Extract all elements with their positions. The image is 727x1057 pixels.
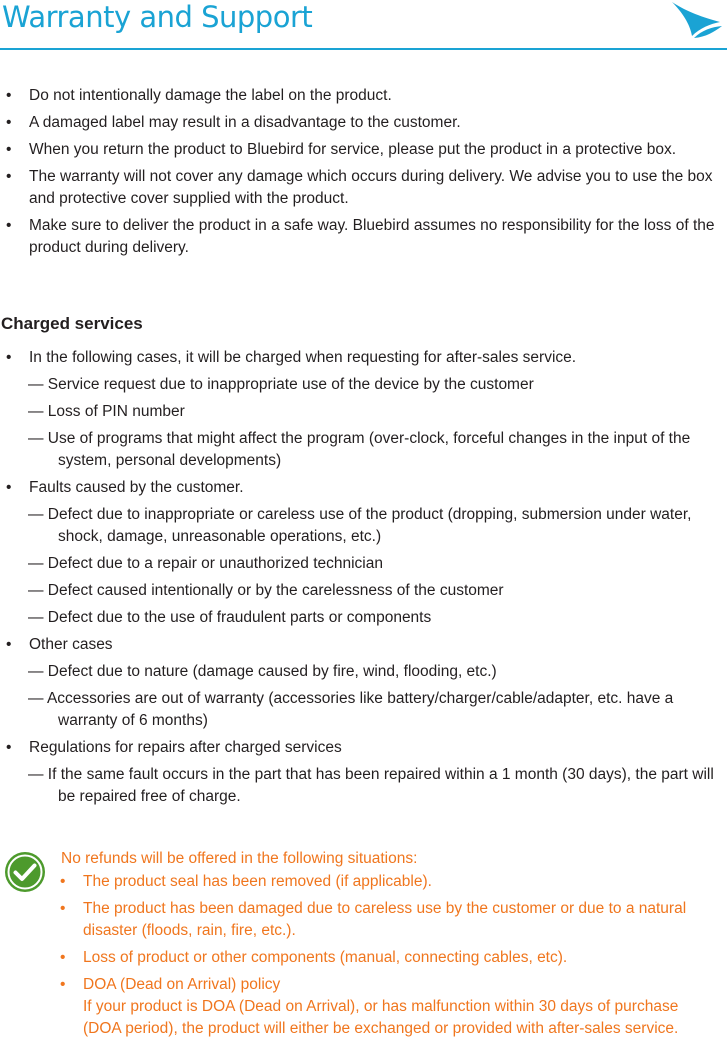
- sub-list-item: — Defect due to the use of fraudulent parts or components: [28, 609, 432, 626]
- list-item: • The product seal has been removed (if applicable).: [60, 873, 432, 890]
- header-rule: [0, 48, 727, 50]
- list-item: • Loss of product or other components (manual, connecting cables, etc).: [60, 949, 568, 966]
- sub-list-item: — Loss of PIN number: [28, 403, 185, 420]
- sub-list-item: — If the same fault occurs in the part that has been repaired within a 1 month (30 days), the part will be repaired free of charge.: [28, 766, 714, 805]
- list-item: • Faults caused by the customer.: [6, 479, 244, 496]
- check-circle-icon: [4, 851, 46, 893]
- note-title: No refunds will be offered in the following situations:: [61, 850, 418, 867]
- list-item: • When you return the product to Bluebird for service, please put the product in a protective box.: [6, 141, 677, 158]
- warranty-list: [0, 85, 722, 264]
- page-title: Warranty and Support: [2, 0, 313, 34]
- note-list: [54, 871, 719, 1045]
- list-item: • Do not intentionally damage the label on the product.: [6, 87, 392, 104]
- list-item: • The product has been damaged due to careless use by the customer or due to a natural disaster (floods, rain, fire, etc.).: [60, 900, 687, 939]
- sub-list-item: — Defect caused intentionally or by the carelessness of the customer: [28, 582, 504, 599]
- sub-list-item: — Accessories are out of warranty (accessories like battery/charger/cable/adapter, etc. have a warranty of 6 months): [28, 690, 674, 729]
- section-heading: Charged services: [1, 314, 143, 333]
- list-item: • In the following cases, it will be charged when requesting for after-sales service.: [6, 349, 577, 366]
- list-item: • A damaged label may result in a disadvantage to the customer.: [6, 114, 461, 131]
- page-header: [0, 0, 727, 52]
- sub-list-item: — Defect due to a repair or unauthorized technician: [28, 555, 383, 572]
- doa-detail: If your product is DOA (Dead on Arrival), or has malfunction within 30 days of purchase (DOA period), the product will either be exchanged or provided with after-sales service.: [83, 998, 679, 1037]
- list-item: • Make sure to deliver the product in a safe way. Bluebird assumes no responsibility for the loss of the product during delivery.: [6, 217, 715, 256]
- sub-list-item: — Defect due to nature (damage caused by fire, wind, flooding, etc.): [28, 663, 497, 680]
- sub-list-item: — Service request due to inappropriate use of the device by the customer: [28, 376, 534, 393]
- list-item: • Regulations for repairs after charged services: [6, 739, 342, 756]
- charged-services-list: [0, 347, 724, 813]
- sub-list-item: — Use of programs that might affect the program (over-clock, forceful changes in the input of the system, personal developments): [28, 430, 691, 469]
- sub-list-item: — Defect due to inappropriate or careless use of the product (dropping, submersion under water, shock, damage, unreasonable operations, etc.): [28, 506, 692, 545]
- bluebird-logo-icon: [670, 0, 724, 42]
- list-item: • DOA (Dead on Arrival) policy If your product is DOA (Dead on Arrival), or has malfunction within 30 days of purchase (DOA period), the product will either be exchanged or provided with after-sales service.: [60, 976, 679, 1037]
- list-item: • The warranty will not cover any damage which occurs during delivery. We advise you to use the box and protective cover supplied with the product.: [6, 168, 713, 207]
- list-item: • Other cases: [6, 636, 113, 653]
